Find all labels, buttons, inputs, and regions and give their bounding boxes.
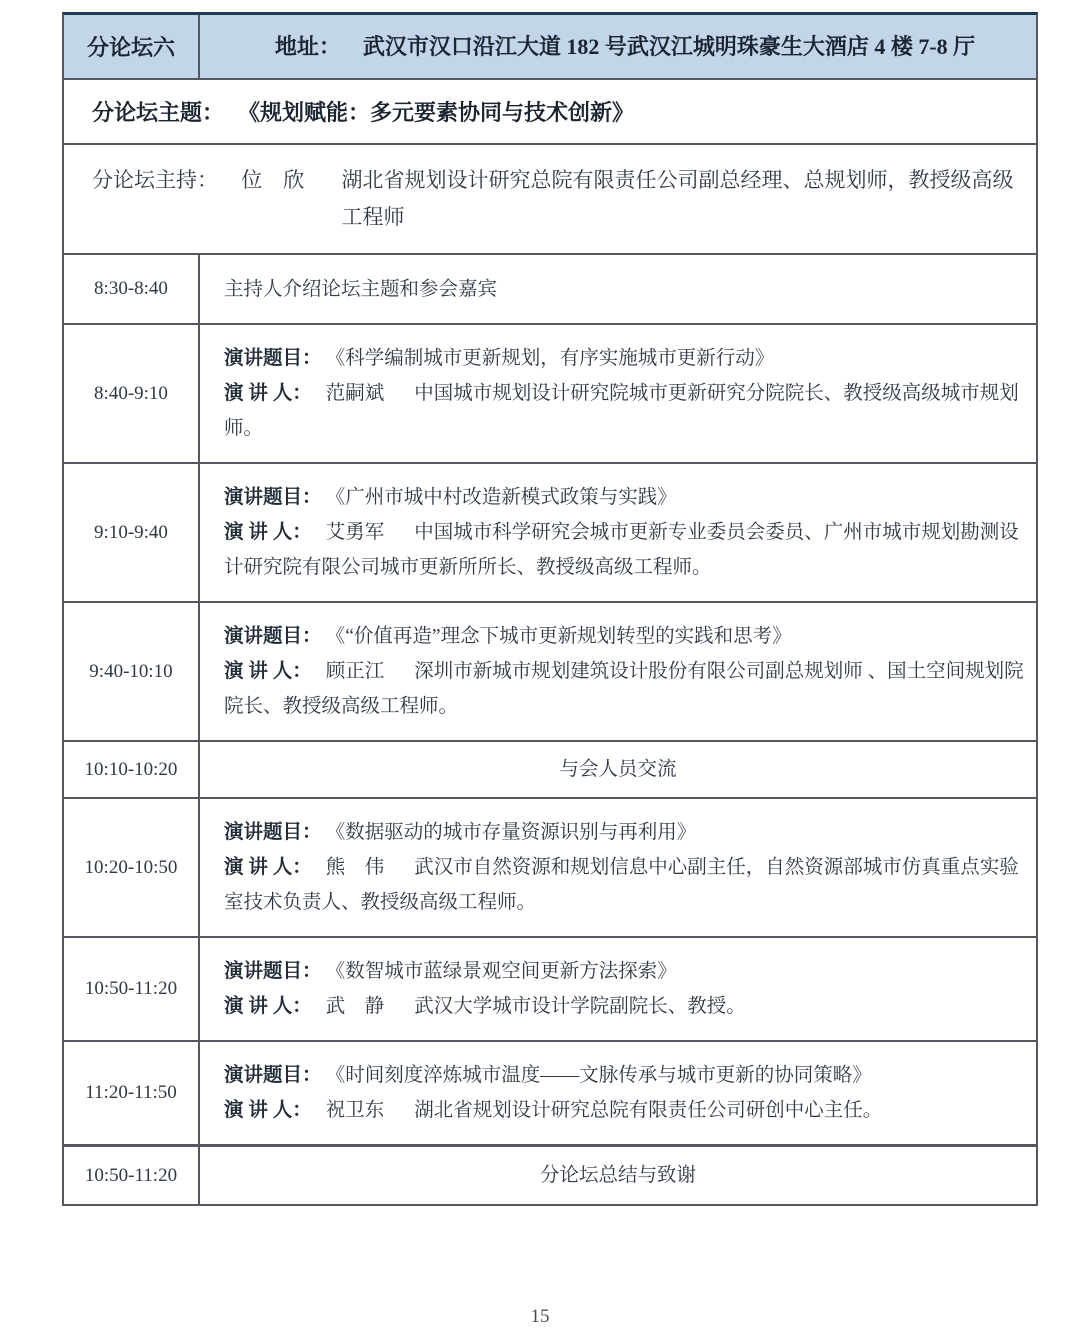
time-label: 10:20-10:50 xyxy=(84,856,178,878)
topic-title: 《数据驱动的城市存量资源识别与再利用》 xyxy=(335,822,697,843)
time-cell xyxy=(64,464,200,601)
forum-host-cell xyxy=(64,145,1036,253)
session-text: 分论坛总结与致谢 xyxy=(539,1165,696,1186)
talk-cell xyxy=(200,799,1036,936)
schedule-row xyxy=(64,1147,1036,1204)
forum-host-description: 湖北省规划设计研究总院有限责任公司副总经理、总规划师，教授级高级工程师 xyxy=(341,168,1014,229)
time-cell xyxy=(64,1042,200,1144)
topic-title: 《“价值再造”理念下城市更新规划转型的实践和思考》 xyxy=(335,626,792,647)
session-text: 与会人员交流 xyxy=(559,759,677,780)
topic-label: 演讲题目： xyxy=(224,822,322,843)
topic-label: 演讲题目： xyxy=(224,348,322,369)
speaker-description: 武汉市自然资源和规划信息中心副主任，自然资源部城市仿真重点实验室技术负责人、教授级高级工程师。 xyxy=(224,857,1019,913)
address-value: 武汉市汉口沿江大道 182 号武汉江城明珠豪生大酒店 4 楼 7-8 厅 xyxy=(362,34,976,59)
time-label: 10:50-11:20 xyxy=(84,978,178,999)
speaker-label: 演 讲 人： xyxy=(224,522,312,543)
speaker-name: 范嗣斌 xyxy=(325,383,385,404)
time-label: 8:30-8:40 xyxy=(94,278,168,299)
page-number: 15 xyxy=(530,1306,550,1327)
speaker-description: 中国城市规划设计研究院城市更新研究分院院长、教授级高级城市规划师。 xyxy=(224,383,1019,439)
forum-host-line xyxy=(92,162,1024,236)
speaker-label: 演 讲 人： xyxy=(224,661,312,682)
session-cell xyxy=(200,742,1036,797)
time-label: 8:40-9:10 xyxy=(94,382,168,404)
talk-topic-line xyxy=(224,815,1024,850)
talk-speaker-line xyxy=(224,1093,1024,1128)
time-label: 11:20-11:50 xyxy=(85,1082,177,1103)
time-cell xyxy=(64,603,200,740)
forum-theme-value: 《规划赋能：多元要素协同与技术创新》 xyxy=(238,100,635,125)
schedule-row xyxy=(64,464,1036,603)
time-label: 10:10-10:20 xyxy=(84,758,178,780)
topic-label: 演讲题目： xyxy=(224,1065,322,1086)
session-text: 主持人介绍论坛主题和参会嘉宾 xyxy=(224,278,498,300)
time-cell xyxy=(64,742,200,797)
schedule-rows xyxy=(64,255,1036,1204)
time-cell xyxy=(64,1147,200,1204)
talk-topic-line xyxy=(224,1058,1024,1093)
forum-number: 分论坛六 xyxy=(86,35,175,60)
forum-number-cell xyxy=(64,15,200,78)
talk-speaker-line xyxy=(224,989,1024,1024)
topic-label: 演讲题目： xyxy=(224,961,322,982)
address-cell xyxy=(200,15,1036,78)
schedule-row xyxy=(64,603,1036,742)
time-cell xyxy=(64,799,200,936)
topic-title: 《时间刻度淬炼城市温度——文脉传承与城市更新的协同策略》 xyxy=(335,1065,872,1086)
time-cell xyxy=(64,255,200,323)
forum-agenda-table xyxy=(62,12,1038,1206)
speaker-description: 武汉大学城市设计学院副院长、教授。 xyxy=(414,996,746,1017)
talk-speaker-line xyxy=(224,654,1024,724)
topic-label: 演讲题目： xyxy=(224,626,322,647)
schedule-row xyxy=(64,255,1036,325)
forum-theme-label: 分论坛主题： xyxy=(92,100,225,125)
time-cell xyxy=(64,325,200,462)
talk-topic-line xyxy=(224,341,1024,376)
speaker-label: 演 讲 人： xyxy=(224,996,312,1017)
talk-cell xyxy=(200,603,1036,740)
table-header-row xyxy=(64,15,1036,80)
talk-topic-line xyxy=(224,480,1024,515)
talk-speaker-line xyxy=(224,376,1024,446)
talk-topic-line xyxy=(224,954,1024,989)
time-cell xyxy=(64,938,200,1040)
schedule-row xyxy=(64,799,1036,938)
talk-cell xyxy=(200,325,1036,462)
speaker-name: 熊 伟 xyxy=(325,857,385,878)
speaker-name: 武 静 xyxy=(325,996,385,1017)
speaker-name: 艾勇军 xyxy=(325,522,385,543)
topic-title: 《科学编制城市更新规划，有序实施城市更新行动》 xyxy=(335,348,775,369)
talk-speaker-line xyxy=(224,515,1024,585)
talk-speaker-line xyxy=(224,850,1024,920)
session-cell xyxy=(200,255,1036,323)
speaker-name: 祝卫东 xyxy=(325,1100,385,1121)
speaker-description: 湖北省规划设计研究总院有限责任公司研创中心主任。 xyxy=(414,1100,883,1121)
schedule-row xyxy=(64,325,1036,464)
topic-title: 《广州市城中村改造新模式政策与实践》 xyxy=(335,487,677,508)
speaker-description: 中国城市科学研究会城市更新专业委员会委员、广州市城市规划勘测设计研究院有限公司城市更新所所长、教授级高级工程师。 xyxy=(224,522,1019,578)
topic-title: 《数智城市蓝绿景观空间更新方法探索》 xyxy=(335,961,677,982)
forum-theme-cell xyxy=(64,80,1036,143)
schedule-row xyxy=(64,938,1036,1042)
time-label: 9:40-10:10 xyxy=(89,660,173,682)
speaker-description: 深圳市新城市规划建筑设计股份有限公司副总规划师 、国土空间规划院院长、教授级高级工程师。 xyxy=(224,661,1024,717)
forum-theme-row xyxy=(64,80,1036,145)
talk-topic-line xyxy=(224,619,1024,654)
forum-host-name: 位 欣 xyxy=(241,168,305,192)
speaker-label: 演 讲 人： xyxy=(224,1100,312,1121)
speaker-name: 顾正江 xyxy=(325,661,385,682)
schedule-row xyxy=(64,742,1036,799)
forum-host-row xyxy=(64,145,1036,255)
session-cell xyxy=(200,1147,1036,1204)
topic-label: 演讲题目： xyxy=(224,487,322,508)
address-label: 地址： xyxy=(274,34,341,59)
schedule-row xyxy=(64,1042,1036,1147)
talk-cell xyxy=(200,938,1036,1040)
talk-cell xyxy=(200,1042,1036,1144)
talk-cell xyxy=(200,464,1036,601)
forum-host-label: 分论坛主持： xyxy=(92,168,218,192)
time-label: 10:50-11:20 xyxy=(84,1164,178,1186)
speaker-label: 演 讲 人： xyxy=(224,383,312,404)
speaker-label: 演 讲 人： xyxy=(224,857,312,878)
time-label: 9:10-9:40 xyxy=(94,521,168,543)
